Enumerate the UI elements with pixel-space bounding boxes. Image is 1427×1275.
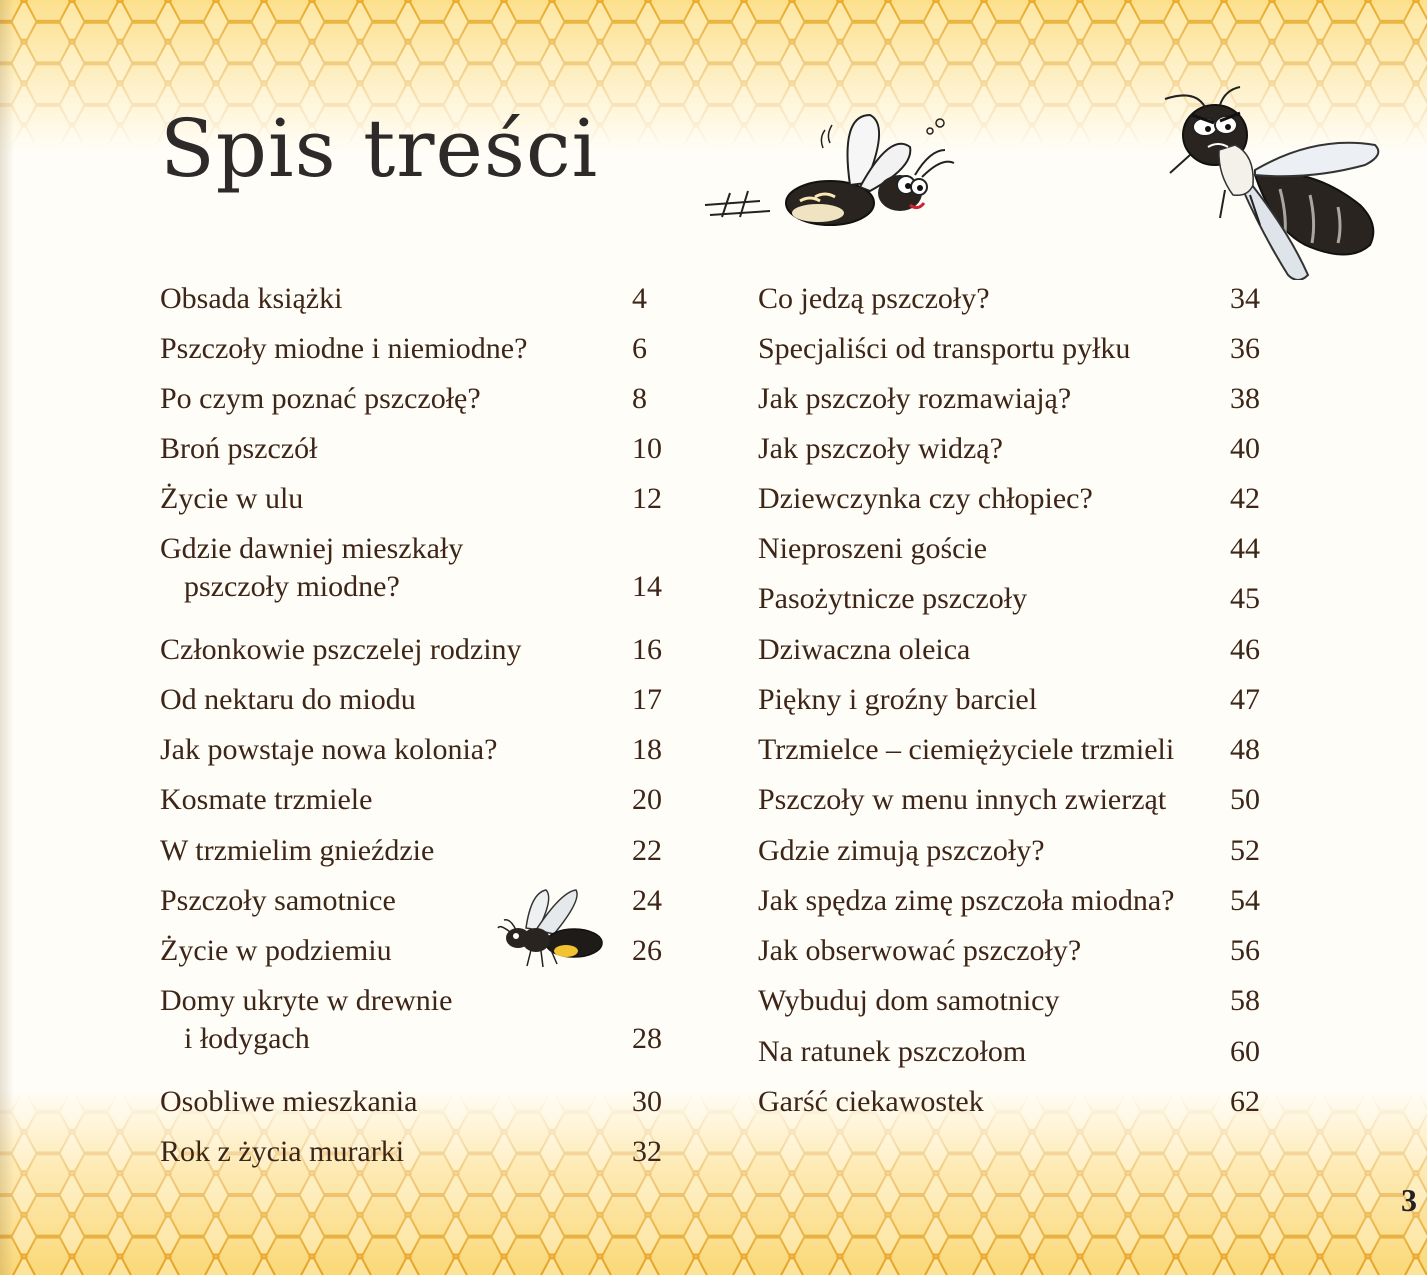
toc-entry-label: Garść ciekawostek xyxy=(758,1085,984,1118)
toc-entry[interactable] xyxy=(160,882,680,922)
toc-entry-label: Życie w podziemiu xyxy=(160,934,392,967)
toc-entry-label: Domy ukryte w drewnie xyxy=(160,984,453,1017)
toc-entry[interactable] xyxy=(758,480,1278,520)
page-number: 3 xyxy=(1401,1182,1417,1218)
toc-entry-label: Gdzie dawniej mieszkały xyxy=(160,532,464,565)
toc-entry-label: Jak obserwować pszczoły? xyxy=(758,934,1082,967)
toc-entry-label: Kosmate trzmiele xyxy=(160,783,373,816)
toc-entry[interactable] xyxy=(758,280,1278,320)
toc-entry-label: Pasożytnicze pszczoły xyxy=(758,582,1028,615)
page-title: Spis treści xyxy=(160,102,599,195)
toc-entry[interactable] xyxy=(758,932,1278,972)
toc-entry[interactable] xyxy=(160,832,680,872)
toc-entry[interactable] xyxy=(160,1083,680,1123)
toc-entry-label: Od nektaru do miodu xyxy=(160,683,416,716)
toc-entry-page: 22 xyxy=(632,834,662,867)
toc-entry-page: 28 xyxy=(632,1022,662,1055)
toc-entry-page: 14 xyxy=(632,570,662,603)
toc-entry[interactable] xyxy=(160,480,680,520)
toc-entry[interactable] xyxy=(758,330,1278,370)
toc-entry-page: 48 xyxy=(1230,733,1260,766)
toc-entry[interactable] xyxy=(160,280,680,320)
angry-bee-icon xyxy=(1160,85,1390,280)
toc-entry-page: 18 xyxy=(632,733,662,766)
toc-entry-label: Pszczoły miodne i niemiodne? xyxy=(160,332,528,365)
toc-entry[interactable] xyxy=(758,832,1278,872)
toc-entry-page: 47 xyxy=(1230,683,1260,716)
toc-entry-page: 12 xyxy=(632,482,662,515)
toc-entry-label: Na ratunek pszczołom xyxy=(758,1035,1027,1068)
toc-entry-label-continued: i łodygach xyxy=(184,1022,310,1055)
toc-entry[interactable] xyxy=(160,1133,680,1173)
flying-bee-icon xyxy=(700,105,960,245)
toc-entry-label: Osobliwe mieszkania xyxy=(160,1085,418,1118)
toc-entry[interactable] xyxy=(758,781,1278,821)
toc-entry-page: 54 xyxy=(1230,884,1260,917)
toc-entry-page: 36 xyxy=(1230,332,1260,365)
toc-entry[interactable] xyxy=(160,731,680,771)
toc-entry[interactable] xyxy=(160,380,680,420)
toc-entry[interactable] xyxy=(160,681,680,721)
toc-entry[interactable] xyxy=(758,731,1278,771)
toc-entry-page: 46 xyxy=(1230,633,1260,666)
toc-entry-label: Jak pszczoły rozmawiają? xyxy=(758,382,1072,415)
toc-entry-label: Po czym poznać pszczołę? xyxy=(160,382,481,415)
toc-entry-page: 30 xyxy=(632,1085,662,1118)
toc-entry[interactable] xyxy=(758,1083,1278,1123)
toc-entry-page: 44 xyxy=(1230,532,1260,565)
toc-entry-page: 56 xyxy=(1230,934,1260,967)
toc-entry-page: 10 xyxy=(632,432,662,465)
toc-entry-label: Specjaliści od transportu pyłku xyxy=(758,332,1131,365)
toc-entry-page: 6 xyxy=(632,332,647,365)
toc-entry[interactable] xyxy=(160,330,680,370)
toc-entry-label: Wybuduj dom samotnicy xyxy=(758,984,1060,1017)
toc-entry-page: 60 xyxy=(1230,1035,1260,1068)
toc-entry-label: Jak powstaje nowa kolonia? xyxy=(160,733,498,766)
toc-entry-label: Pszczoły w menu innych zwierząt xyxy=(758,783,1167,816)
toc-entry-label: Co jedzą pszczoły? xyxy=(758,282,990,315)
toc-entry-label: Rok z życia murarki xyxy=(160,1135,405,1168)
toc-entry[interactable] xyxy=(160,932,680,972)
toc-entry-label: Nieproszeni goście xyxy=(758,532,988,565)
toc-entry-label-continued: pszczoły miodne? xyxy=(184,570,400,603)
toc-entry-label: Dziewczynka czy chłopiec? xyxy=(758,482,1093,515)
toc-entry[interactable] xyxy=(758,380,1278,420)
toc-entry-label: Członkowie pszczelej rodziny xyxy=(160,633,522,666)
toc-entry[interactable] xyxy=(160,530,680,610)
toc-entry-label: Gdzie zimują pszczoły? xyxy=(758,834,1045,867)
toc-entry-page: 34 xyxy=(1230,282,1260,315)
toc-entry[interactable] xyxy=(758,530,1278,570)
toc-entry[interactable] xyxy=(758,580,1278,620)
toc-entry-label: Pszczoły samotnice xyxy=(160,884,396,917)
toc-entry[interactable] xyxy=(160,982,680,1062)
toc-entry-page: 20 xyxy=(632,783,662,816)
toc-entry[interactable] xyxy=(160,631,680,671)
toc-entry[interactable] xyxy=(758,631,1278,671)
toc-entry[interactable] xyxy=(160,781,680,821)
toc-entry[interactable] xyxy=(758,430,1278,470)
toc-entry-label: Jak pszczoły widzą? xyxy=(758,432,1003,465)
toc-entry-label: Życie w ulu xyxy=(160,482,304,515)
toc-entry-page: 45 xyxy=(1230,582,1260,615)
toc-entry-page: 8 xyxy=(632,382,647,415)
toc-entry-page: 4 xyxy=(632,282,647,315)
toc-entry-page: 32 xyxy=(632,1135,662,1168)
toc-entry-label: Dziwaczna oleica xyxy=(758,633,971,666)
toc-entry-page: 16 xyxy=(632,633,662,666)
toc-entry-page: 40 xyxy=(1230,432,1260,465)
toc-entry[interactable] xyxy=(758,982,1278,1022)
toc-entry-page: 24 xyxy=(632,884,662,917)
page-gutter-shadow xyxy=(0,0,14,1275)
toc-entry-label: Jak spędza zimę pszczoła miodna? xyxy=(758,884,1175,917)
toc-entry-page: 42 xyxy=(1230,482,1260,515)
toc-entry-label: W trzmielim gnieździe xyxy=(160,834,435,867)
toc-entry-page: 50 xyxy=(1230,783,1260,816)
toc-entry-page: 17 xyxy=(632,683,662,716)
toc-entry[interactable] xyxy=(758,681,1278,721)
toc-entry-page: 38 xyxy=(1230,382,1260,415)
toc-entry-label: Piękny i groźny barciel xyxy=(758,683,1038,716)
toc-entry-page: 58 xyxy=(1230,984,1260,1017)
toc-entry-page: 62 xyxy=(1230,1085,1260,1118)
toc-entry-page: 26 xyxy=(632,934,662,967)
toc-entry[interactable] xyxy=(160,430,680,470)
toc-entry[interactable] xyxy=(758,1033,1278,1073)
toc-entry[interactable] xyxy=(758,882,1278,922)
toc-entry-page: 52 xyxy=(1230,834,1260,867)
toc-entry-label: Broń pszczół xyxy=(160,432,318,465)
toc-entry-label: Trzmielce – ciemiężyciele trzmieli xyxy=(758,733,1175,766)
toc-entry-label: Obsada książki xyxy=(160,282,343,315)
